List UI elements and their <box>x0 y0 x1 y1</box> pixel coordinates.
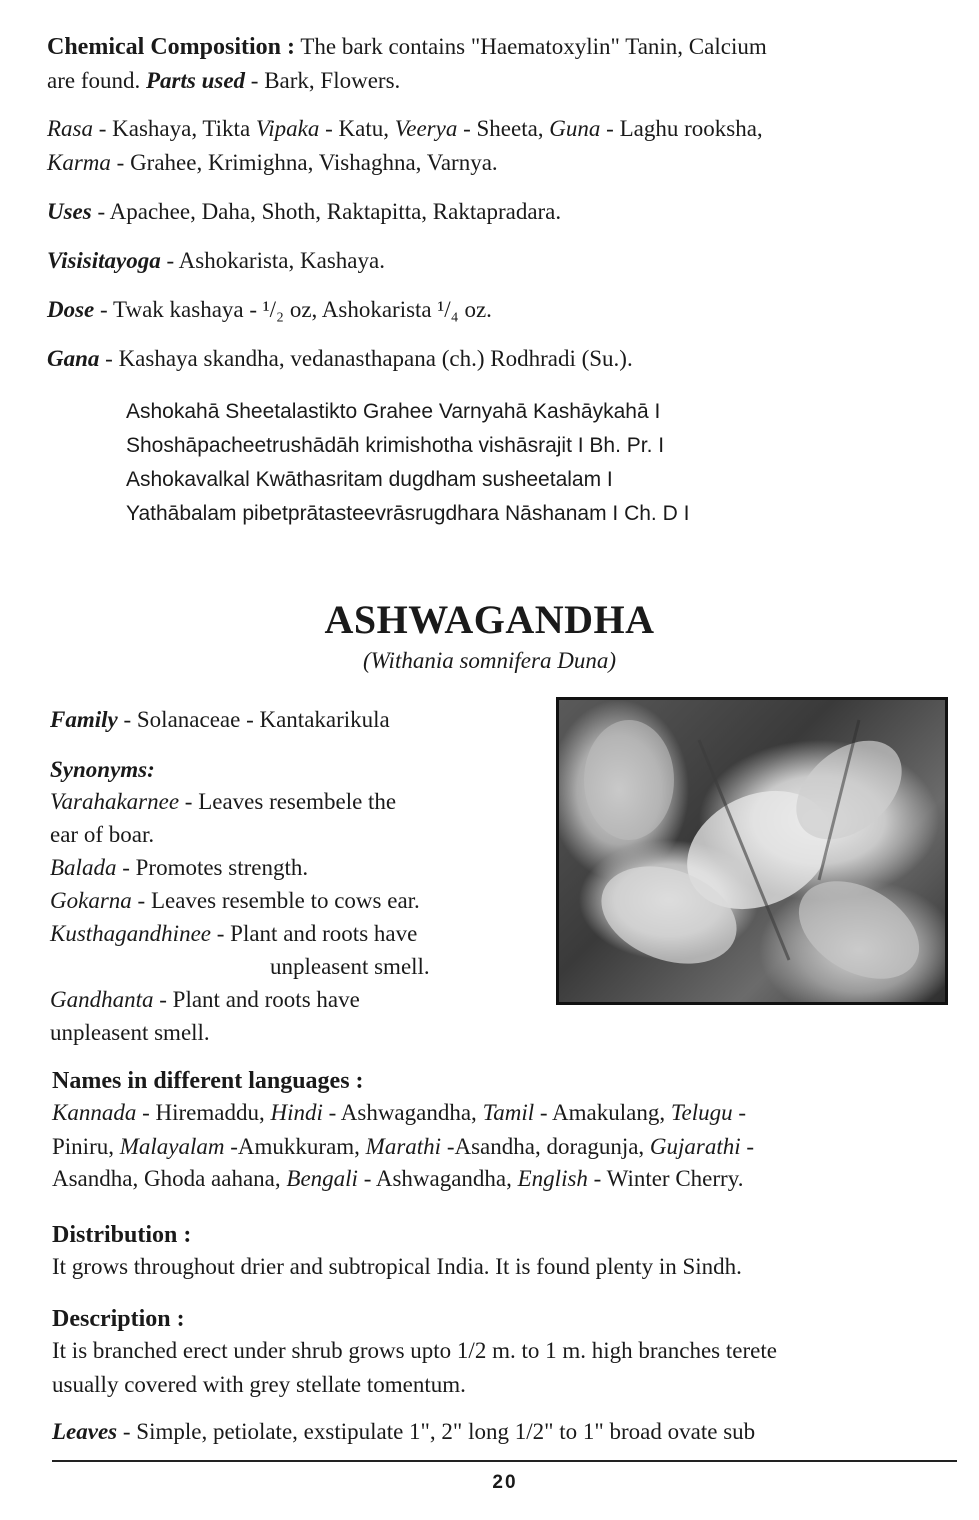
distribution-text: It grows throughout drier and subtropical India. It is found plenty in Sindh. <box>52 1254 742 1279</box>
karma-text: - Grahee, Krimighna, Vishaghna, Varnya. <box>110 150 498 175</box>
synonym-item <box>50 886 420 916</box>
karma-label: Karma <box>47 150 111 175</box>
leaf-shapes <box>559 700 945 1002</box>
language-name: Gujarathi <box>649 1134 741 1159</box>
karma-line <box>47 148 498 178</box>
synonym-item <box>50 853 308 883</box>
chemical-composition-text2: are found. <box>47 68 146 93</box>
leaves-label: Leaves <box>52 1419 118 1444</box>
parts-used-line <box>47 66 400 96</box>
language-name: Malayalam <box>119 1134 225 1159</box>
synonym-continuation: ear of boar. <box>50 822 155 847</box>
dose-label: Dose <box>47 297 95 322</box>
chemical-composition-label: Chemical Composition : <box>47 34 295 60</box>
chemical-composition-text: The bark contains "Haematoxylin" Tanin, Calcium <box>295 34 767 59</box>
synonym-continuation: unpleasent smell. <box>50 1020 210 1045</box>
gana-label: Gana <box>47 346 100 371</box>
visisitayoga-text: - Ashokarista, Kashaya. <box>160 248 385 273</box>
language-name: Telugu <box>670 1100 733 1125</box>
visisitayoga-label: Visisitayoga <box>47 248 161 273</box>
family-label: Family <box>50 707 118 732</box>
leaves-text: - Simple, petiolate, exstipulate 1", 2" long 1/2" to 1" broad ovate sub <box>117 1419 756 1444</box>
chemical-composition-line <box>47 32 767 62</box>
vipaka-label: Vipaka <box>255 116 320 141</box>
uses-line <box>47 197 561 227</box>
verse-line-1: Ashokahā Sheetalastikto Grahee Varnyahā Kashāykahā I <box>126 400 661 423</box>
language-value: - Amakulang, <box>534 1100 671 1125</box>
synonym-meaning: - Promotes strength. <box>116 855 309 880</box>
footer-rule <box>52 1460 957 1462</box>
verse-line-3: Ashokavalkal Kwāthasritam dugdham susheetalam I <box>126 468 613 491</box>
distribution-heading: Distribution : <box>52 1222 192 1248</box>
languages-heading: Names in different languages : <box>52 1068 364 1094</box>
synonym-meaning: - Plant and roots have <box>153 987 360 1012</box>
page-title: ASHWAGANDHA <box>324 597 655 642</box>
synonym-name: Kusthagandhinee <box>50 921 211 946</box>
synonym-item <box>50 985 360 1015</box>
language-value: Piniru, <box>52 1134 120 1159</box>
languages-line-3 <box>52 1164 743 1194</box>
synonym-name: Gokarna <box>50 888 132 913</box>
synonyms-heading: Synonyms: <box>50 757 155 782</box>
synonym-item <box>50 787 396 817</box>
language-value: - Winter Cherry. <box>587 1166 744 1191</box>
rasa-line <box>47 114 763 144</box>
plant-photo <box>556 697 948 1005</box>
language-value: - <box>740 1134 755 1159</box>
description-text-2: usually covered with grey stellate tomentum. <box>52 1372 466 1397</box>
guna-label: Guna <box>549 116 601 141</box>
synonym-meaning: - Plant and roots have <box>211 921 418 946</box>
vipaka-text: - Katu, <box>319 116 395 141</box>
guna-text: - Laghu rooksha, <box>600 116 763 141</box>
veerya-text: - Sheeta, <box>457 116 550 141</box>
language-value: -Asandha, doragunja, <box>441 1134 650 1159</box>
language-value: - <box>732 1100 747 1125</box>
verse-line-2: Shoshāpacheetrushādāh krimishotha vishāsrajit I Bh. Pr. I <box>126 434 665 457</box>
family-line <box>50 705 390 735</box>
language-name: Kannada <box>52 1100 137 1125</box>
synonym-name: Gandhanta <box>50 987 154 1012</box>
gana-text: - Kashaya skandha, vedanasthapana (ch.) Rodhradi (Su.). <box>99 346 633 371</box>
synonym-item <box>50 919 417 949</box>
language-value: - Ashwagandha, <box>322 1100 483 1125</box>
language-value: - Ashwagandha, <box>357 1166 518 1191</box>
synonym-meaning: - Leaves resembele the <box>179 789 397 814</box>
language-name: Bengali <box>286 1166 358 1191</box>
synonym-name: Balada <box>50 855 117 880</box>
gana-line <box>47 344 633 374</box>
verse-line-4: Yathābalam pibetprātasteevrāsrugdhara Nāshanam I Ch. D I <box>126 502 690 525</box>
uses-text: - Apachee, Daha, Shoth, Raktapitta, Raktapradara. <box>91 199 562 224</box>
parts-used-label: Parts used <box>146 68 246 93</box>
language-name: English <box>517 1166 588 1191</box>
rasa-label: Rasa <box>47 116 93 141</box>
synonym-meaning: - Leaves resemble to cows ear. <box>131 888 420 913</box>
leaves-line <box>52 1417 755 1447</box>
synonym-continuation: unpleasent smell. <box>270 954 430 979</box>
languages-line-2 <box>52 1132 754 1162</box>
language-value: - Hiremaddu, <box>136 1100 271 1125</box>
botanical-name: (Withania somnifera Duna) <box>363 648 616 673</box>
language-value: Asandha, Ghoda aahana, <box>52 1166 287 1191</box>
description-text-1: It is branched erect under shrub grows upto 1/2 m. to 1 m. high branches terete <box>52 1338 777 1363</box>
rasa-text: - Kashaya, Tikta <box>93 116 256 141</box>
dose-text: - Twak kashaya - ¹/₂ oz, Ashokarista ¹/₄ oz. <box>94 297 492 322</box>
language-name: Hindi <box>270 1100 323 1125</box>
synonym-name: Varahakarnee <box>50 789 180 814</box>
veerya-label: Veerya <box>394 116 458 141</box>
description-heading: Description : <box>52 1306 185 1332</box>
language-name: Tamil <box>482 1100 535 1125</box>
dose-line <box>47 295 492 325</box>
language-value: -Amukkuram, <box>224 1134 366 1159</box>
uses-label: Uses <box>47 199 92 224</box>
family-text: - Solanaceae - Kantakarikula <box>117 707 390 732</box>
leaf-shape <box>584 720 674 840</box>
languages-line-1 <box>52 1098 746 1128</box>
page-number: 20 <box>492 1472 518 1493</box>
parts-used-text: - Bark, Flowers. <box>245 68 401 93</box>
visisitayoga-line <box>47 246 385 276</box>
language-name: Marathi <box>365 1134 442 1159</box>
